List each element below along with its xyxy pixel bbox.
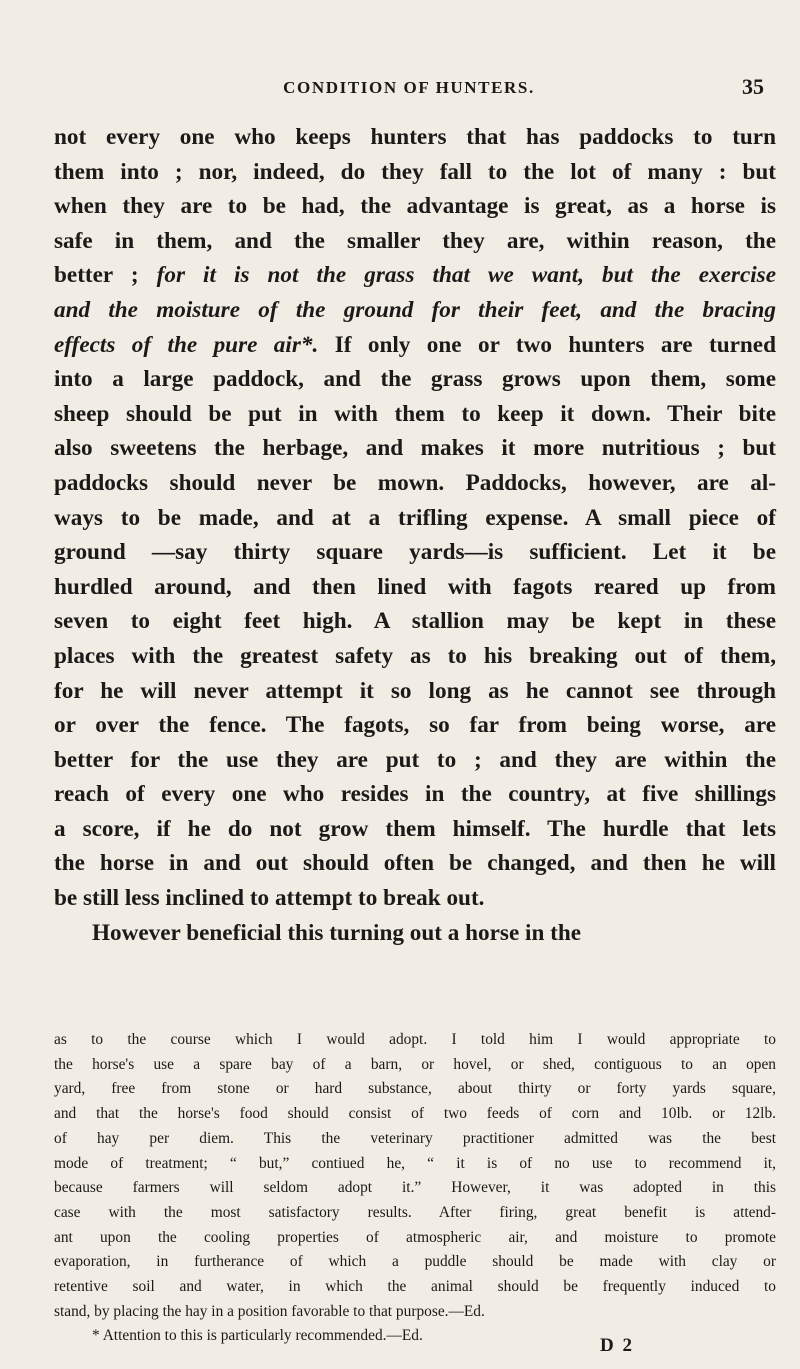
footnote-line: retentive soil and water, in which the animal should be frequently induced to [54,1278,776,1296]
page-number: 35 [742,74,764,99]
footnote-line: as to the course which I would adopt. I told him I would appropriate to [54,1031,776,1048]
text-line: sheep should be put in with them to keep it down. Their bite [54,400,776,427]
page-header [54,74,764,108]
footnote-line: mode of treatment; “ but,” contiued he, “ it is of no use to recommend it, [54,1154,776,1172]
text-line: when they are to be had, the advantage is great, as a horse is [54,193,776,220]
footnotes [54,1028,776,1349]
running-head: CONDITION OF HUNTERS. [283,78,535,97]
text-line: into a large paddock, and the grass grows upon them, some [54,366,776,393]
footnote-line: case with the most satisfactory results. After firing, great benefit is attend- [54,1203,776,1221]
footnote-line: stand, by placing the hay in a position favorable to that purpose.—Ed. [54,1302,485,1320]
text-line: reach of every one who resides in the country, at five shillings [54,781,776,808]
text-line: hurdled around, and then lined with fagots reared up from [54,573,776,600]
text-line: ways to be made, and at a trifling expense. A small piece of [54,504,776,531]
text-line: However beneficial this turning out a horse in the [92,919,582,946]
text-line [54,328,776,363]
text-line: places with the greatest safety as to his breaking out of them, [54,642,776,669]
footnote-line: yard, free from stone or hard substance, about thirty or forty yards square, [54,1080,776,1098]
text-line: a score, if he do not grow them himself. The hurdle that lets [54,815,776,842]
text-line: safe in them, and the smaller they are, within reason, the [54,227,776,254]
italic-fragment: for it is not the grass that we want, but the exercise [156,262,776,289]
text-line: ground —say thirty square yards—is sufficient. Let it be [54,539,776,566]
footnote-line: and that the horse's food should consist of two feeds of corn and 10lb. or 12lb. [54,1105,776,1123]
text-line [54,258,776,293]
text-line: the horse in and out should often be changed, and then he will [54,850,776,877]
footnote-asterisk-note: * Attention to this is particularly recommended.—Ed. [92,1327,423,1345]
text-line: seven to eight feet high. A stallion may be kept in these [54,608,776,635]
text-line: paddocks should never be mown. Paddocks, however, are al- [54,469,776,496]
italic-fragment: and the moisture of the ground for their feet, and the bracing [54,296,776,323]
text-line: better for the use they are put to ; and they are within the [54,746,776,773]
text-line: be still less inclined to attempt to break out. [54,885,485,912]
text-line: not every one who keeps hunters that has paddocks to turn [54,124,776,150]
text-line [54,293,776,328]
footnote-line: ant upon the cooling properties of atmospheric air, and moisture to promote [54,1228,776,1246]
footnote-line: evaporation, in furtherance of which a puddle should be made with clay or [54,1253,776,1271]
main-text [54,120,776,950]
footnote-line: the horse's use a spare bay of a barn, or hovel, or shed, contiguous to an open [54,1055,776,1073]
text-line: them into ; nor, indeed, do they fall to the lot of many : but [54,158,776,185]
signature-mark: D 2 [600,1335,634,1356]
footnote-line: of hay per diem. This the veterinary practitioner admitted was the best [54,1129,776,1147]
footnote-line: because farmers will seldom adopt it.” However, it was adopted in this [54,1179,776,1197]
text-fragment: If only one or two hunters are turned [318,331,776,358]
text-line: also sweetens the herbage, and makes it more nutritious ; but [54,435,776,462]
text-fragment: better ; [54,262,157,289]
italic-fragment: effects of the pure air*. [54,331,319,358]
text-line: or over the fence. The fagots, so far from being worse, are [54,712,776,739]
text-line: for he will never attempt it so long as he cannot see through [54,677,776,704]
